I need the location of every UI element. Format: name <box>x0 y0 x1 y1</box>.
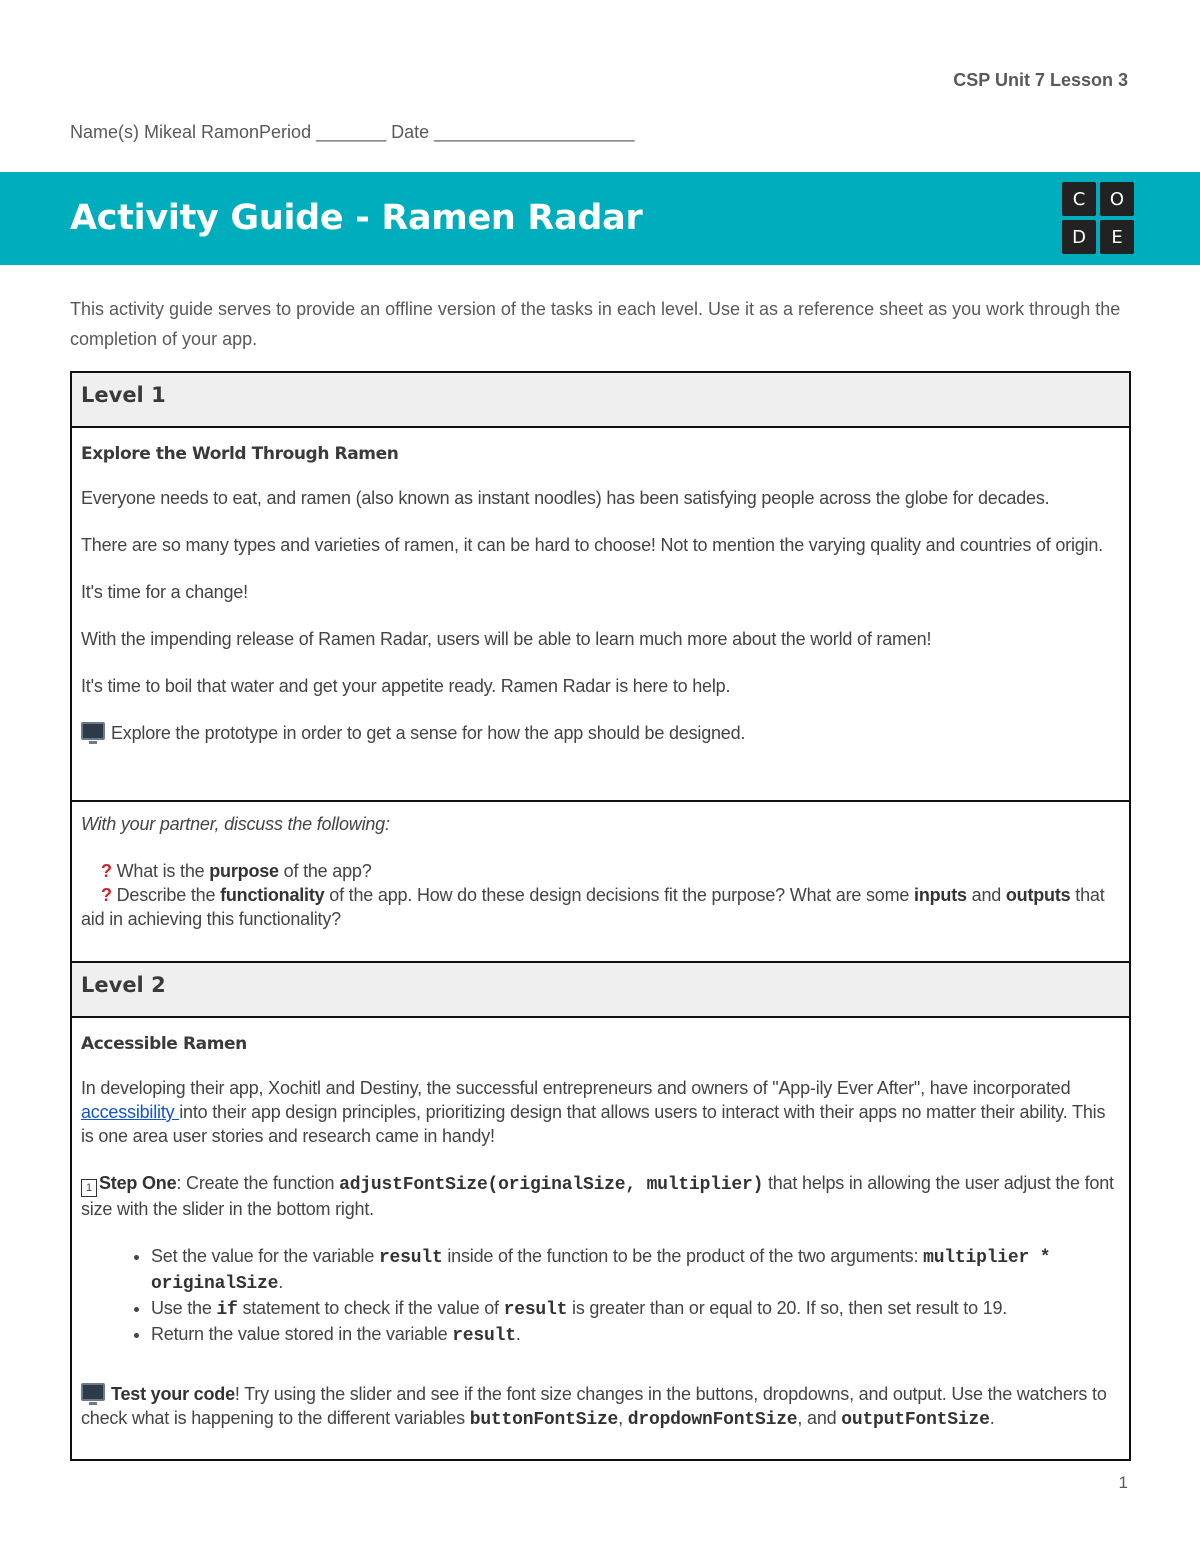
step-one-list <box>81 1244 1120 1348</box>
question-mark-icon: ? <box>101 861 112 881</box>
logo-letter: C <box>1062 182 1096 216</box>
list-item: • Use the if statement to check if the value of result is greater than or equal to 20. If so, then set result to 19. <box>151 1296 1120 1322</box>
question-2: ? Describe the functionality of the app. How do these design decisions fit the purpose? What are some inputs and outputs that aid in achieving this functionality? <box>81 885 1105 929</box>
level-1-table <box>70 371 1131 966</box>
question-mark-icon: ? <box>101 885 112 905</box>
level-1-subtitle: Explore the World Through Ramen <box>81 444 399 464</box>
discussion-section <box>72 800 1129 964</box>
level-1-body <box>72 426 1129 800</box>
level-2-header <box>72 963 1129 1016</box>
step-one: 1 Step One: Create the function adjustFontSize(originalSize, multiplier) that helps in allowing the user adjust the font size with the slider in the bottom right. <box>81 1173 1114 1219</box>
list-item: • Return the value stored in the variable result. <box>151 1322 1120 1348</box>
level-1-title: Level 1 <box>81 383 166 407</box>
level-2-title: Level 2 <box>81 973 166 997</box>
explore-prototype-text: Explore the prototype in order to get a sense for how the app should be designed. <box>81 721 1120 745</box>
level-2-table <box>70 961 1131 1461</box>
page-title: Activity Guide - Ramen Radar <box>70 198 643 238</box>
accessibility-link[interactable]: accessibility <box>81 1102 180 1122</box>
computer-icon <box>81 722 105 740</box>
level-1-paragraph: It's time to boil that water and get your appetite ready. Ramen Radar is here to help. <box>81 676 731 696</box>
intro-paragraph: This activity guide serves to provide an offline version of the tasks in each level. Use it as a reference sheet as you work through the completion of your app. <box>70 299 1121 349</box>
level-1-paragraph: It's time for a change! <box>81 582 248 602</box>
test-your-code: Test your code! Try using the slider and see if the font size changes in the buttons, dropdowns, and output. Use the watchers to check what is happening to the different variables buttonFontSize, dropdownFontSize, and outputFontSize. <box>81 1384 1107 1430</box>
logo-letter: E <box>1100 220 1134 254</box>
level-1-paragraph: Everyone needs to eat, and ramen (also known as instant noodles) has been satisfying people across the globe for decades. <box>81 488 1050 508</box>
level-2-paragraph: In developing their app, Xochitl and Destiny, the successful entrepreneurs and owners of "App-ily Ever After", have incorporated accessibility into their app design principles, prioritizing design that allows users to interact with their apps no matter their ability. This is one area user stories and research came in handy! <box>81 1078 1106 1146</box>
step-one-icon: 1 <box>81 1179 97 1197</box>
question-1: ? What is the purpose of the app? <box>101 861 372 881</box>
course-label: CSP Unit 7 Lesson 3 <box>953 70 1128 90</box>
title-banner <box>0 172 1200 265</box>
logo-letter: D <box>1062 220 1096 254</box>
level-1-paragraph: With the impending release of Ramen Radar, users will be able to learn much more about the world of ramen! <box>81 629 932 649</box>
name-period-date-line: Name(s) Mikeal RamonPeriod _______ Date ____________________ <box>70 122 635 142</box>
discussion-intro: With your partner, discuss the following: <box>81 814 390 834</box>
level-1-paragraph: There are so many types and varieties of ramen, it can be hard to choose! Not to mention the varying quality and countries of origin. <box>81 535 1103 555</box>
level-2-body <box>72 1016 1129 1442</box>
level-2-subtitle: Accessible Ramen <box>81 1034 247 1054</box>
logo-letter: O <box>1100 182 1134 216</box>
computer-icon <box>81 1383 105 1401</box>
list-item: • Set the value for the variable result inside of the function to be the product of the two arguments: multiplier * originalSize. <box>151 1244 1120 1296</box>
code-logo <box>1062 182 1134 254</box>
page-number: 1 <box>1118 1473 1128 1492</box>
level-1-header <box>72 373 1129 426</box>
